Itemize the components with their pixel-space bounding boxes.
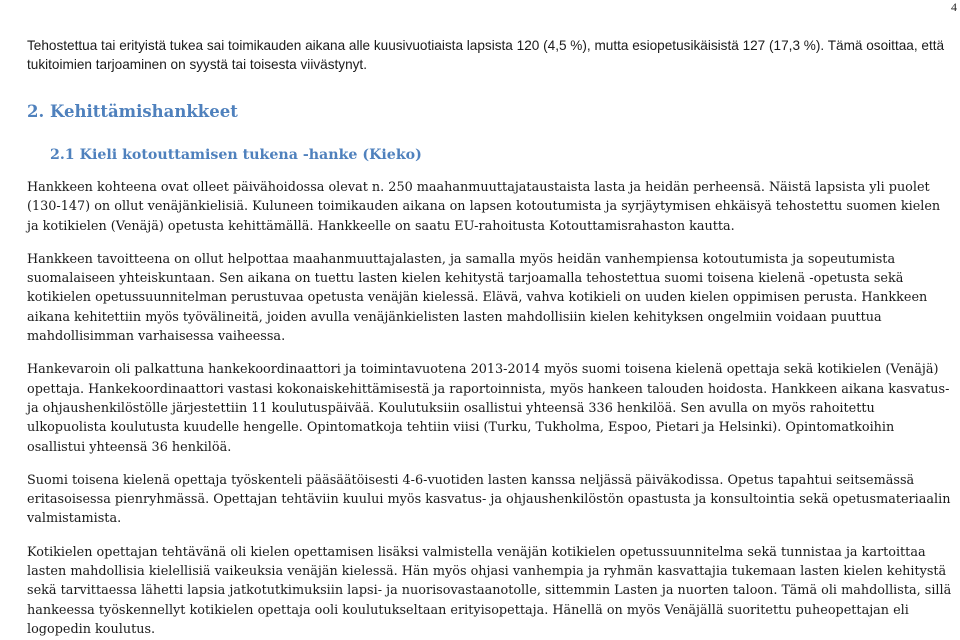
paragraph-home-language-teacher: Kotikielen opettajan tehtävänä oli kielen opettamisen lisäksi valmistella venäjän kotikielen opetussuunnitelma sekä tunnistaa ja kartoittaa lasten mahdollisia kielellisiä vaikeuksia venäjän kielessä. Hän myös ohjasi vanhempia ja ryhmän kasvattajia tukemaan lasten kielen kehitystä sekä tarvittaessa lähetti lapsia jatkotutkimuksiin lapsi- ja nuorisovastaanotolle, sittemmin Lasten ja nuorten taloon. Tämä oli mahdollista, sillä hankeessa työskennellyt kotikielen opettaja ooli koulutukseltaan erityisopettaja. Hänellä on myös Venäjällä suoritettu puheopettajan eli logopedin koulutus. <box>27 544 952 637</box>
section-heading: 2. Kehittämishankkeet <box>27 102 238 121</box>
subsection-heading: 2.1 Kieli kotouttamisen tukena -hanke (Kieko) <box>50 147 422 163</box>
paragraph-project-goal: Hankkeen tavoitteena on ollut helpottaa maahanmuuttajalasten, ja samalla myös heidän vanhempiensa kotoutumista ja sopeutumista suomalaiseen yhteiskuntaan. Sen aikana on tuettu lasten kielen kehitystä tarjoamalla tehostettua suomi toisena kielenä -opetusta sekä kotikielen opetussuunnitelman perustuvaa opetusta venäjän kielessä. Elävä, vahva kotikieli on uuden kielen oppimisen perusta. Hankkeen aikana kehitettiin myös työvälineitä, joiden avulla venäjänkielisten lasten mahdollisiin kielen kehityksen ongelmiin voidaan puuttua mahdollisimman varhaisessa vaiheessa. <box>27 251 928 345</box>
paragraph-finnish-teacher: Suomi toisena kielenä opettaja työskenteli pääsäätöisesti 4-6-vuotiden lasten kanssa neljässä päiväkodissa. Opetus tapahtui seitsemässä eritasoisessa pienryhmässä. Opettajan tehtäviin kuului myös kasvatus- ja ohjaushenkilöstön opastusta ja konsultointia sekä opetusmateriaalin valmistamista. <box>27 472 951 527</box>
paragraph-project-funding: Hankevaroin oli palkattuna hankekoordinaattori ja toimintavuotena 2013-2014 myös suomi toisena kielenä opettaja sekä kotikielen (Venäjä) opettaja. Hankekoordinaattori vastasi kokonaiskehittämisestä ja raportoinnista, myös hankeen talouden hoidosta. Hankkeen aikana kasvatus- ja ohjaushenkilöstölle järjestettiin 11 koulutuspäivää. Koulutuksiin osallistui yhteensä 336 henkilöä. Sen avulla on myös rahoitettu ulkopuolista koulutusta kuudelle hengelle. Opintomatkoja tehtiin viisi (Turku, Tukholma, Espoo, Pietari ja Helsinki). Opintomatkoihin osallistui yhteensä 36 henkilöä. <box>27 362 950 455</box>
intro-paragraph: Tehostettua tai erityistä tukea sai toimikauden aikana alle kuusivuotiaista lapsista 120 (4,5 %), mutta esiopetusikäisistä 127 (17,3 %). Tämä osoittaa, että tukitoimien tarjoaminen on syystä tai toisesta viivästynyt. <box>27 38 945 72</box>
page-number: 4 <box>951 0 957 14</box>
page-content <box>27 36 953 639</box>
paragraph-project-target: Hankkeen kohteena ovat olleet päivähoidossa olevat n. 250 maahanmuuttajataustaista lasta ja heidän perheensä. Näistä lapsista yli puolet (130-147) on ollut venäjänkielisiä. Kuluneen toimikauden aikana on lapsen kotoutumista ja syrjäytymisen ehkäisyä tehostettu suomen kielen ja kotikielen (Venäjä) opetusta kehittämällä. Hankkeelle on saatu EU-rahoitusta Kotouttamisrahaston kautta. <box>27 180 941 234</box>
